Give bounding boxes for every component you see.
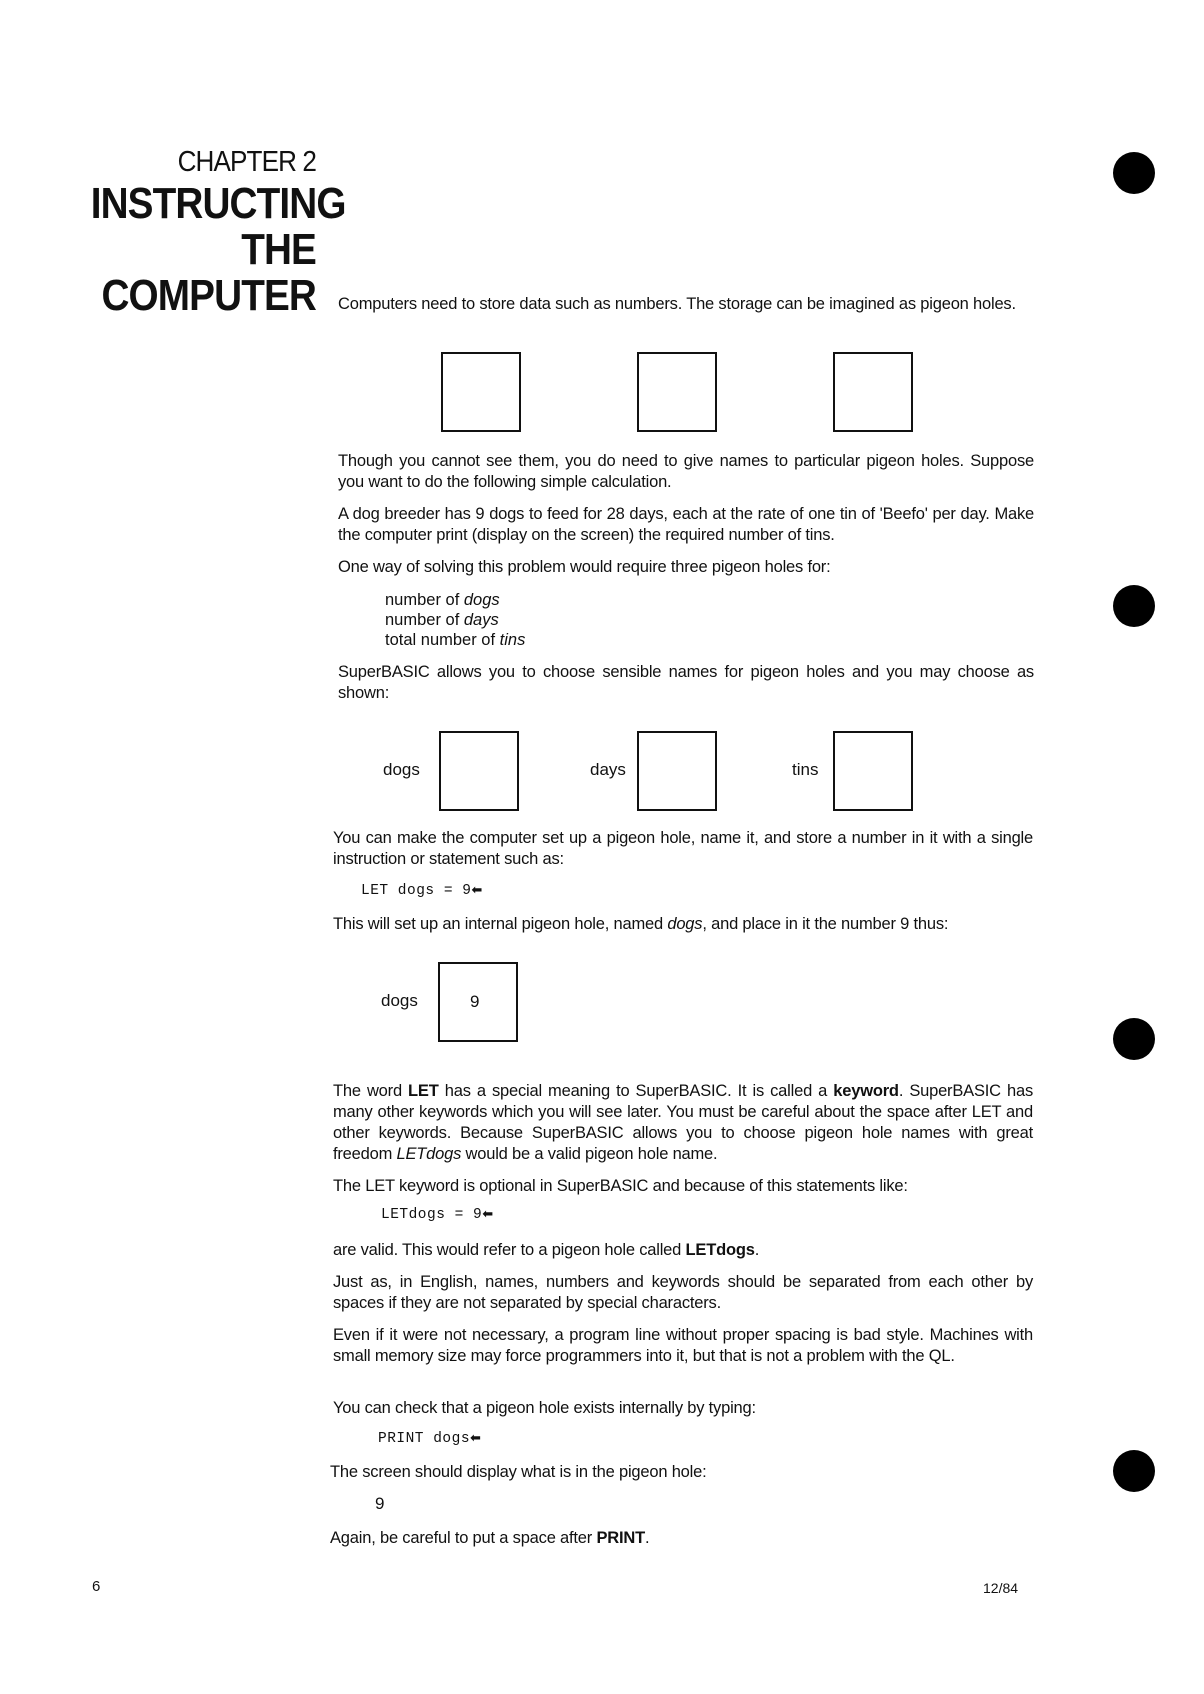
pigeon-hole-dogs [439,731,519,811]
code-let-dogs: LET dogs = 9⬅ [361,883,483,899]
paragraph-display: The screen should display what is in the pigeon hole: [330,1463,707,1481]
variables-list [385,590,525,650]
footer-date: 12/84 [983,1580,1019,1596]
box-label-days: days [590,760,626,779]
paragraph-check: You can check that a pigeon hole exists internally by typing: [333,1399,756,1417]
paragraph-internal-hole: This will set up an internal pigeon hole, named dogs, and place in it the number 9 thus: [333,915,949,933]
paragraph-careful: Again, be careful to put a space after PRINT. [330,1529,650,1547]
pigeon-hole-days [637,731,717,811]
paragraph-style: Even if it were not necessary, a program line without proper spacing is bad style. Machines with small memory size may force programmers into it, but that is not a problem with the QL. [333,1326,1033,1365]
chapter-title-line-2: THE [241,225,316,274]
binder-hole-2 [1113,585,1155,627]
enter-key-icon: ⬅ [482,1207,494,1222]
code-letdogs: LETdogs = 9⬅ [381,1207,494,1223]
output-value: 9 [375,1494,385,1513]
pigeon-hole-box-3 [833,352,913,432]
list-item: number of days [385,611,499,629]
pigeon-hole-tins [833,731,913,811]
binder-hole-3 [1113,1018,1155,1060]
binder-hole-1 [1113,152,1155,194]
box-label-dogs: dogs [383,760,420,779]
pigeon-hole-box-2 [637,352,717,432]
enter-key-icon: ⬅ [470,1431,482,1446]
page-number: 6 [92,1578,101,1595]
paragraph-three-holes: One way of solving this problem would require three pigeon holes for: [338,558,831,576]
list-item: number of dogs [385,591,500,609]
box-label-tins: tins [792,760,819,779]
code-print-dogs: PRINT dogs⬅ [378,1431,482,1447]
pigeon-hole-value: 9 [470,992,480,1011]
chapter-title-line-3: COMPUTER [101,271,316,320]
list-item: total number of tins [385,631,526,649]
pigeon-hole-box-1 [441,352,521,432]
paragraph-dog-problem: A dog breeder has 9 dogs to feed for 28 days, each at the rate of one tin of 'Beefo' per day. Make the computer print (display on the screen) the required number of tins. [338,505,1034,544]
paragraph-storage-intro: Computers need to store data such as numbers. The storage can be imagined as pigeon holes. [338,295,1016,313]
pigeon-hole-dogs-filled [438,962,518,1042]
paragraph-sensible-names: SuperBASIC allows you to choose sensible names for pigeon holes and you may choose as shown: [338,663,1034,702]
paragraph-statement: You can make the computer set up a pigeon hole, name it, and store a number in it with a single instruction or statement such as: [333,829,1033,868]
paragraph-keyword: The word LET has a special meaning to SuperBASIC. It is called a keyword. SuperBASIC has many other keywords which you will see later. You must be careful about the space after LET and other keywords. Because SuperBASIC allows you to choose pigeon hole names with great freedom LETdogs would be a valid pigeon hole name. [333,1082,1033,1163]
paragraph-spacing: Just as, in English, names, numbers and keywords should be separated from each other by spaces if they are not separated by special characters. [333,1273,1033,1312]
paragraph-optional-let: The LET keyword is optional in SuperBASIC and because of this statements like: [333,1177,908,1195]
paragraph-valid: are valid. This would refer to a pigeon hole called LETdogs. [333,1241,760,1259]
chapter-title-line-1: INSTRUCTING [90,179,346,228]
binder-hole-4 [1113,1450,1155,1492]
paragraph-names: Though you cannot see them, you do need to give names to particular pigeon holes. Suppose you want to do the following simple calculation. [338,452,1034,491]
enter-key-icon: ⬅ [471,883,483,898]
box-label-dogs-filled: dogs [381,991,418,1010]
chapter-label: CHAPTER 2 [177,146,316,178]
